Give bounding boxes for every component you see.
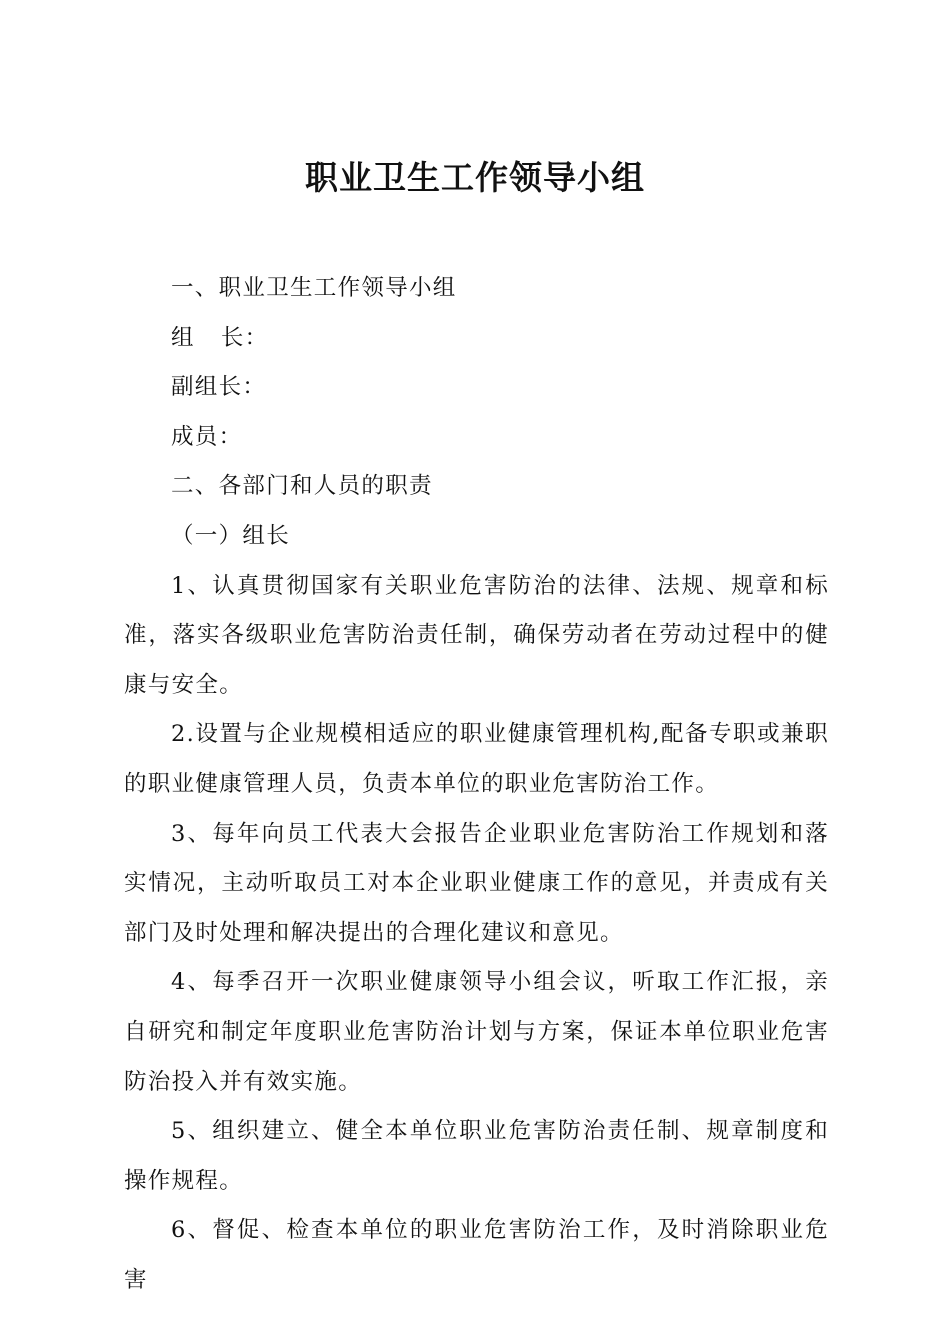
duty-item-5: 5、组织建立、健全本单位职业危害防治责任制、规章制度和操作规程。 [124,1118,829,1194]
leader-label-part1: 组 [171,324,195,351]
leader-label-part2: 长： [220,324,269,351]
duty-item-6: 6、督促、检查本单位的职业危害防治工作，及时消除职业危害 [124,1217,829,1293]
duty-item-2: 2.设置与企业规模相适应的职业健康管理机构,配备专职或兼职的职业健康管理人员，负责本单位的职业危害防治工作。 [124,721,829,797]
members-line: 成员： [171,423,243,450]
duty-item-1: 1、认真贯彻国家有关职业危害防治的法律、法规、规章和标准，落实各级职业危害防治责任制，确保劳动者在劳动过程中的健康与安全。 [124,572,829,698]
leader-line [124,314,829,364]
document-body [124,264,829,1305]
duty-item-3: 3、每年向员工代表大会报告企业职业危害防治工作规划和落实情况，主动听取员工对本企业职业健康工作的意见，并责成有关部门及时处理和解决提出的合理化建议和意见。 [124,820,829,946]
duty-item-4: 4、每季召开一次职业健康领导小组会议，听取工作汇报，亲自研究和制定年度职业危害防治计划与方案，保证本单位职业危害防治投入并有效实施。 [124,969,829,1095]
subsection-heading-leader: （一）组长 [171,522,291,549]
section-heading-responsibilities: 二、各部门和人员的职责 [171,473,433,500]
deputy-leader-line: 副组长： [171,374,267,401]
document-title: 职业卫生工作领导小组 [305,158,645,197]
section-heading-leadership-group: 一、职业卫生工作领导小组 [171,275,457,301]
